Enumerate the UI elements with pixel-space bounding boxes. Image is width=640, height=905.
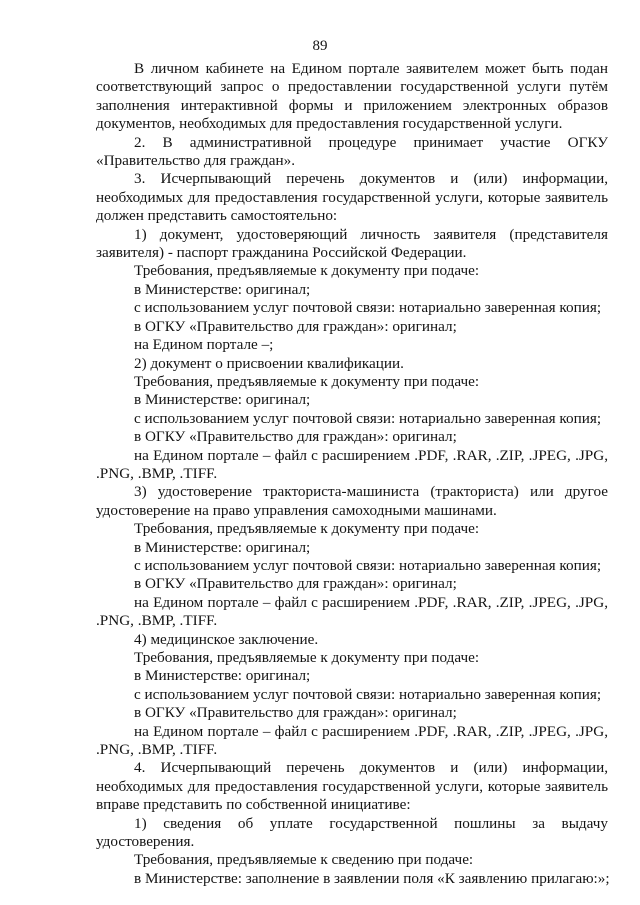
- paragraph-p16: [96, 483, 608, 520]
- paragraph-p15: [96, 447, 608, 484]
- paragraph-p4: [96, 226, 608, 263]
- paragraph-p11: [96, 373, 608, 391]
- text-line: в Министерстве: оригинал;: [134, 280, 311, 298]
- paragraph-p18: [96, 539, 608, 557]
- text-line: соответствующий запрос о предоставлении государственной услуги путём: [96, 78, 608, 96]
- paragraph-p27: [96, 723, 608, 760]
- paragraph-p8: [96, 318, 608, 336]
- paragraph-p14: [96, 428, 608, 446]
- paragraph-p31: [96, 870, 608, 888]
- paragraph-p13: [96, 410, 608, 428]
- text-line: Требования, предъявляемые к документу при подаче:: [134, 262, 480, 280]
- paragraph-p24: [96, 667, 608, 685]
- text-line: Требования, предъявляемые к документу при подаче:: [134, 649, 480, 666]
- text-line: «Правительство для граждан».: [96, 152, 296, 170]
- text-line: 3. Исчерпывающий перечень документов и (или) информации,: [134, 170, 608, 188]
- paragraph-p5: [96, 262, 608, 280]
- paragraph-p12: [96, 391, 608, 409]
- text-line: вправе представить по собственной инициативе:: [96, 796, 411, 814]
- text-line: с использованием услуг почтовой связи: нотариально заверенная копия;: [134, 685, 602, 703]
- paragraph-p9: [96, 336, 608, 354]
- text-line: 2. В административной процедуре принимает участие ОГКУ: [134, 133, 608, 151]
- text-line: В личном кабинете на Едином портале заявителем может быть подан: [134, 60, 608, 77]
- text-line: 4. Исчерпывающий перечень документов и (или) информации,: [134, 759, 608, 777]
- text-line: .PNG, .BMP, .TIFF.: [96, 464, 218, 482]
- text-line: заявителя) - паспорт гражданина Российской Федерации.: [96, 244, 467, 262]
- paragraph-p1: [96, 60, 608, 134]
- paragraph-p23: [96, 649, 608, 667]
- document-body: [96, 60, 608, 888]
- text-line: в Министерстве: заполнение в заявлении поля «К заявлению прилагаю:»;: [134, 869, 610, 887]
- paragraph-p25: [96, 686, 608, 704]
- text-line: 1) сведения об уплате государственной пошлины за выдачу: [134, 814, 608, 832]
- text-line: удостоверения.: [96, 833, 195, 851]
- paragraph-p26: [96, 704, 608, 722]
- text-line: удостоверение на право управления самоходными машинами.: [96, 501, 497, 519]
- page-number: 89: [312, 38, 328, 54]
- paragraph-p10: [96, 355, 608, 373]
- text-line: с использованием услуг почтовой связи: нотариально заверенная копия;: [134, 299, 602, 317]
- text-line: в ОГКУ «Правительство для граждан»: оригинал;: [134, 428, 457, 446]
- text-line: в Министерстве: оригинал;: [134, 667, 311, 685]
- text-line: должен представить самостоятельно:: [96, 207, 338, 225]
- text-line: в ОГКУ «Правительство для граждан»: оригинал;: [134, 317, 457, 335]
- text-line: необходимых для предоставления государственной услуги, которые заявитель: [96, 777, 608, 795]
- text-line: в Министерстве: оригинал;: [134, 391, 311, 409]
- text-line: 2) документ о присвоении квалификации.: [134, 354, 404, 372]
- text-line: .PNG, .BMP, .TIFF.: [96, 612, 218, 630]
- paragraph-p21: [96, 594, 608, 631]
- text-line: Требования, предъявляемые к документу при подаче:: [134, 520, 480, 538]
- paragraph-p3: [96, 170, 608, 225]
- text-line: 3) удостоверение тракториста-машиниста (тракториста) или другое: [134, 483, 608, 501]
- paragraph-p30: [96, 851, 608, 869]
- text-line: на Едином портале – файл с расширением .PDF, .RAR, .ZIP, .JPEG, .JPG,: [134, 446, 608, 464]
- text-line: в Министерстве: оригинал;: [134, 538, 311, 556]
- text-line: 1) документ, удостоверяющий личность заявителя (представителя: [134, 225, 608, 243]
- text-line: в ОГКУ «Правительство для граждан»: оригинал;: [134, 704, 457, 722]
- paragraph-p20: [96, 575, 608, 593]
- text-line: заполнения интерактивной формы и приложением электронных образов: [96, 96, 608, 114]
- paragraph-p6: [96, 281, 608, 299]
- paragraph-p7: [96, 299, 608, 317]
- text-line: необходимых для предоставления государственной услуги, которые заявитель: [96, 188, 608, 206]
- text-line: на Едином портале – файл с расширением .PDF, .RAR, .ZIP, .JPEG, .JPG,: [134, 593, 608, 611]
- text-line: на Едином портале – файл с расширением .PDF, .RAR, .ZIP, .JPEG, .JPG,: [134, 722, 608, 740]
- text-line: Требования, предъявляемые к документу при подаче:: [134, 372, 480, 390]
- paragraph-p28: [96, 759, 608, 814]
- text-line: 4) медицинское заключение.: [134, 630, 319, 648]
- paragraph-p19: [96, 557, 608, 575]
- text-line: с использованием услуг почтовой связи: нотариально заверенная копия;: [134, 409, 602, 427]
- text-line: в ОГКУ «Правительство для граждан»: оригинал;: [134, 575, 457, 593]
- paragraph-p29: [96, 815, 608, 852]
- paragraph-p17: [96, 520, 608, 538]
- paragraph-p22: [96, 631, 608, 649]
- text-line: документов, необходимых для предоставления государственной услуги.: [96, 115, 563, 133]
- text-line: Требования, предъявляемые к сведению при подаче:: [134, 851, 474, 869]
- text-line: с использованием услуг почтовой связи: нотариально заверенная копия;: [134, 556, 602, 574]
- text-line: на Едином портале –;: [134, 336, 274, 354]
- text-line: .PNG, .BMP, .TIFF.: [96, 741, 218, 759]
- paragraph-p2: [96, 134, 608, 171]
